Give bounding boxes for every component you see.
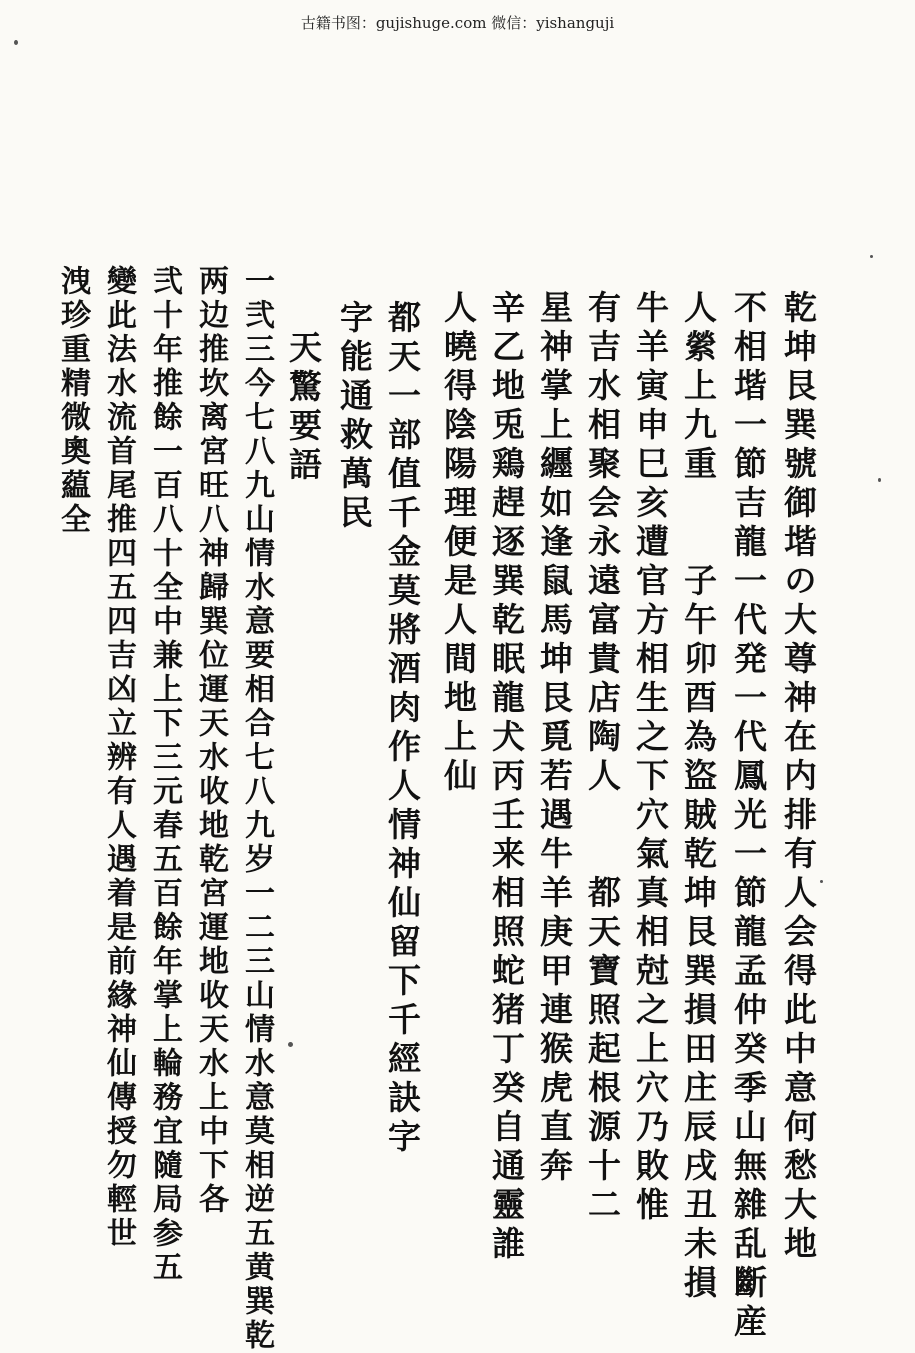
watermark-header: 古籍书图：gujishuge.com 微信：yishanguji — [300, 14, 615, 32]
text-column-12: 一弐三今七八九山情水意要相合七八九岁一二三山情水意莫相逆五黄巽乾 — [239, 265, 274, 1353]
scan-speck — [14, 40, 18, 45]
scan-speck — [288, 1042, 293, 1047]
manuscript-page — [55, 265, 818, 1353]
text-column-15: 變此法水流首尾推四五四吉凶立辨有人遇着是前緣神仙傳授勿輕世 — [101, 265, 136, 1251]
text-column-6: 星神掌上纒如逢鼠馬坤艮覓若遇牛羊庚甲連猴虎直奔 — [535, 290, 574, 1187]
text-column-10: 字能通救萬民 — [335, 300, 374, 534]
text-column-5: 有吉水相聚会永遠富貴店陶人 都天寶照起根源十二 — [583, 290, 622, 1226]
text-column-14: 弐十年推餘一百八十全中兼上下三元春五百餘年掌上輪務宜隨局参五 — [147, 265, 182, 1285]
scan-speck — [870, 255, 873, 258]
scan-speck — [820, 880, 823, 883]
text-column-7: 辛乙地兎鶏趕逐巽乾眠龍犬丙壬来相照蛇猪丁癸自通靈誰 — [487, 290, 526, 1265]
scan-speck — [878, 478, 881, 482]
text-column-2: 不相堦一節吉龍一代発一代鳳光一節龍孟仲癸季山無雜乱斷産 — [729, 290, 768, 1343]
section-heading: 天驚要語 — [284, 330, 323, 486]
text-column-1: 乾坤艮巽號御堦の大尊神在内排有人会得此中意何愁大地 — [779, 290, 818, 1265]
text-column-9: 都天一部值千金莫將酒肉作人情神仙留下千經訣字 — [383, 300, 422, 1158]
text-column-3: 人縈上九重 子午卯酉為盜賊乾坤艮巽損田庄辰戌丑未損 — [679, 290, 718, 1304]
text-column-13: 两边推坎离宮旺八神歸巽位運天水收地乾宮運地收天水上中下各 — [193, 265, 228, 1217]
text-column-4: 牛羊寅申巳亥遭官方相生之下穴氣真相尅之上穴乃敗惟 — [631, 290, 670, 1226]
text-column-16: 洩珍重精微奧藴全 — [55, 265, 90, 537]
text-column-8: 人曉得陰陽理便是人間地上仙 — [439, 290, 478, 797]
